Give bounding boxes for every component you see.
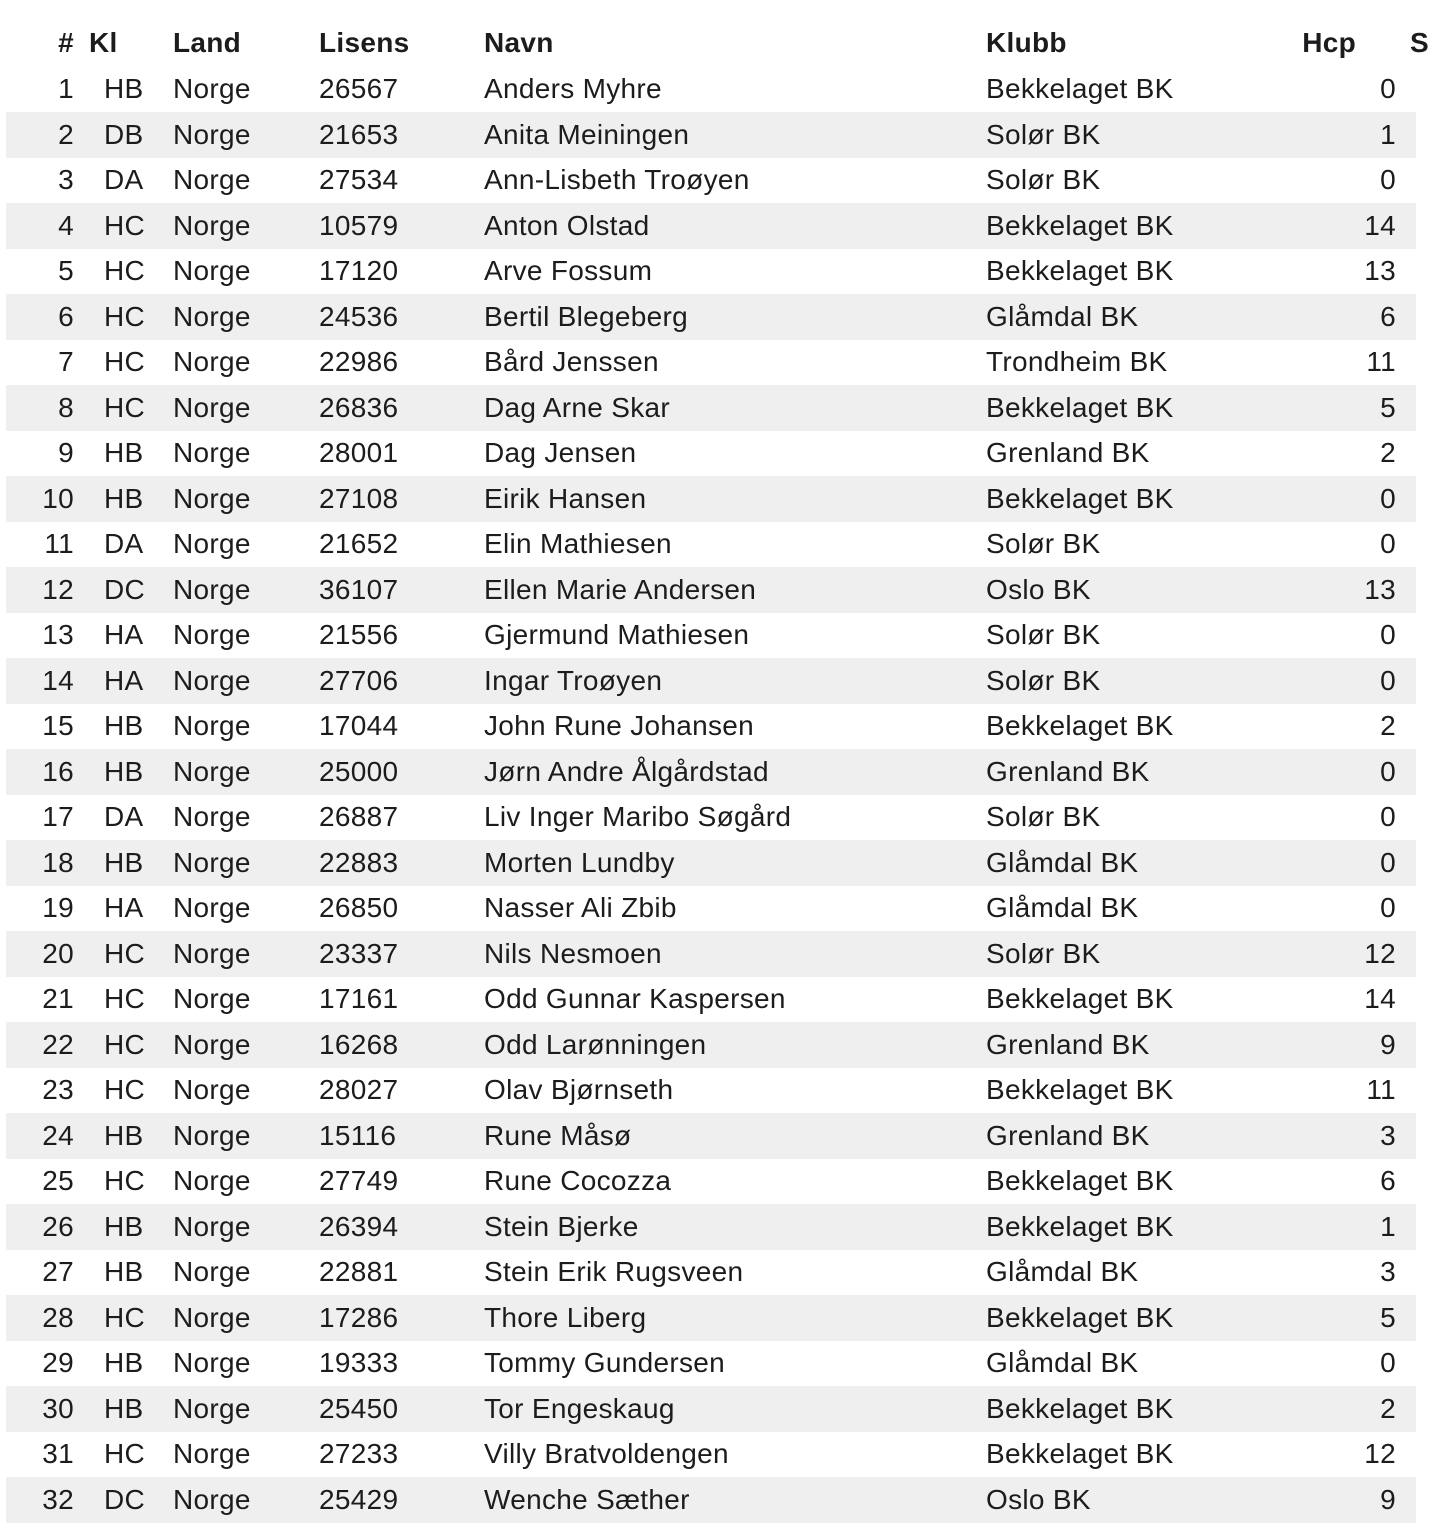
row-license: 27534 xyxy=(319,164,399,196)
row-name: Liv Inger Maribo Søgård xyxy=(484,801,792,833)
row-class: HC xyxy=(104,255,146,287)
row-name: Eirik Hansen xyxy=(484,482,647,514)
row-class: HC xyxy=(104,1165,146,1197)
row-class: DA xyxy=(104,801,144,833)
row-handicap: 14 xyxy=(1364,983,1396,1015)
row-number: 13 xyxy=(42,619,74,651)
row-class: HC xyxy=(104,300,146,332)
row-club: Solør BK xyxy=(986,118,1101,150)
row-license: 28027 xyxy=(319,1074,399,1106)
row-license: 21652 xyxy=(319,528,399,560)
row-country: Norge xyxy=(173,1119,251,1151)
row-number: 3 xyxy=(58,164,74,196)
row-country: Norge xyxy=(173,710,251,742)
row-country: Norge xyxy=(173,528,251,560)
row-name: Anton Olstad xyxy=(484,209,650,241)
row-country: Norge xyxy=(173,164,251,196)
row-number: 20 xyxy=(42,937,74,969)
row-handicap: 3 xyxy=(1380,1256,1396,1288)
row-license: 10579 xyxy=(319,209,399,241)
row-country: Norge xyxy=(173,619,251,651)
table-row[interactable] xyxy=(6,1341,1416,1387)
table-row[interactable] xyxy=(6,613,1416,659)
table-row[interactable] xyxy=(6,1386,1416,1432)
row-handicap: 0 xyxy=(1380,73,1396,105)
row-license: 26850 xyxy=(319,892,399,924)
row-name: Arve Fossum xyxy=(484,255,653,287)
row-country: Norge xyxy=(173,664,251,696)
column-header-handicap[interactable]: Hcp xyxy=(1302,26,1356,58)
row-country: Norge xyxy=(173,255,251,287)
row-name: Anders Myhre xyxy=(484,73,662,105)
row-license: 17161 xyxy=(319,983,399,1015)
row-club: Bekkelaget BK xyxy=(986,983,1174,1015)
row-country: Norge xyxy=(173,1347,251,1379)
row-class: HB xyxy=(104,73,144,105)
row-number: 22 xyxy=(42,1028,74,1060)
table-row[interactable] xyxy=(6,1250,1416,1296)
row-license: 26887 xyxy=(319,801,399,833)
row-name: Ingar Troøyen xyxy=(484,664,663,696)
row-name: Nils Nesmoen xyxy=(484,937,662,969)
column-header-license[interactable]: Lisens xyxy=(319,26,410,58)
row-license: 36107 xyxy=(319,573,399,605)
row-handicap: 0 xyxy=(1380,482,1396,514)
row-country: Norge xyxy=(173,801,251,833)
row-number: 32 xyxy=(42,1483,74,1515)
row-club: Solør BK xyxy=(986,164,1101,196)
row-number: 30 xyxy=(42,1392,74,1424)
table-row[interactable] xyxy=(6,522,1416,568)
row-class: DB xyxy=(104,118,144,150)
table-row[interactable] xyxy=(6,749,1416,795)
row-handicap: 9 xyxy=(1380,1028,1396,1060)
row-number: 19 xyxy=(42,892,74,924)
row-class: HC xyxy=(104,1301,146,1333)
row-name: Bård Jenssen xyxy=(484,346,659,378)
row-number: 1 xyxy=(58,73,74,105)
row-number: 10 xyxy=(42,482,74,514)
row-class: DC xyxy=(104,1483,146,1515)
row-club: Bekkelaget BK xyxy=(986,1074,1174,1106)
table-row[interactable] xyxy=(6,294,1416,340)
row-number: 9 xyxy=(58,437,74,469)
row-license: 27706 xyxy=(319,664,399,696)
row-handicap: 5 xyxy=(1380,1301,1396,1333)
table-row[interactable] xyxy=(6,1022,1416,1068)
row-number: 23 xyxy=(42,1074,74,1106)
row-license: 15116 xyxy=(319,1119,397,1151)
row-country: Norge xyxy=(173,983,251,1015)
table-row[interactable] xyxy=(6,840,1416,886)
column-header-country[interactable]: Land xyxy=(173,26,242,58)
row-handicap: 13 xyxy=(1364,573,1396,605)
row-name: Olav Bjørnseth xyxy=(484,1074,674,1106)
row-handicap: 12 xyxy=(1364,937,1396,969)
row-name: Dag Arne Skar xyxy=(484,391,670,423)
row-name: Bertil Blegeberg xyxy=(484,300,689,332)
row-number: 21 xyxy=(42,983,74,1015)
row-name: Villy Bratvoldengen xyxy=(484,1438,729,1470)
row-club: Glåmdal BK xyxy=(986,300,1139,332)
row-country: Norge xyxy=(173,209,251,241)
row-club: Glåmdal BK xyxy=(986,846,1139,878)
table-row[interactable] xyxy=(6,795,1416,841)
row-club: Grenland BK xyxy=(986,755,1150,787)
row-class: HA xyxy=(104,664,144,696)
row-license: 25000 xyxy=(319,755,399,787)
row-country: Norge xyxy=(173,1165,251,1197)
row-country: Norge xyxy=(173,118,251,150)
row-class: HC xyxy=(104,209,146,241)
row-club: Oslo BK xyxy=(986,1483,1091,1515)
row-club: Solør BK xyxy=(986,801,1101,833)
row-name: Gjermund Mathiesen xyxy=(484,619,750,651)
row-handicap: 12 xyxy=(1364,1438,1396,1470)
column-header-number[interactable]: # xyxy=(58,26,74,58)
row-country: Norge xyxy=(173,437,251,469)
row-handicap: 0 xyxy=(1380,801,1396,833)
row-club: Solør BK xyxy=(986,664,1101,696)
row-handicap: 0 xyxy=(1380,164,1396,196)
row-country: Norge xyxy=(173,482,251,514)
row-handicap: 1 xyxy=(1380,118,1396,150)
row-name: Wenche Sæther xyxy=(484,1483,690,1515)
row-number: 14 xyxy=(42,664,74,696)
row-country: Norge xyxy=(173,1210,251,1242)
table-row[interactable] xyxy=(6,203,1416,249)
table-row[interactable] xyxy=(6,385,1416,431)
row-handicap: 5 xyxy=(1380,391,1396,423)
row-class: HC xyxy=(104,346,146,378)
row-license: 27749 xyxy=(319,1165,399,1197)
row-club: Grenland BK xyxy=(986,437,1150,469)
row-name: Odd Gunnar Kaspersen xyxy=(484,983,786,1015)
row-club: Bekkelaget BK xyxy=(986,1210,1174,1242)
row-number: 25 xyxy=(42,1165,74,1197)
column-header-name[interactable]: Navn xyxy=(484,26,554,58)
row-handicap: 0 xyxy=(1380,755,1396,787)
row-number: 8 xyxy=(58,391,74,423)
row-handicap: 6 xyxy=(1380,300,1396,332)
row-handicap: 3 xyxy=(1380,1119,1396,1151)
row-name: Morten Lundby xyxy=(484,846,675,878)
row-club: Trondheim BK xyxy=(986,346,1168,378)
row-license: 26836 xyxy=(319,391,399,423)
row-license: 27233 xyxy=(319,1438,399,1470)
table-row[interactable] xyxy=(6,567,1416,613)
row-number: 31 xyxy=(42,1438,74,1470)
row-license: 26394 xyxy=(319,1210,399,1242)
row-license: 22881 xyxy=(319,1256,399,1288)
row-name: Tommy Gundersen xyxy=(484,1347,726,1379)
row-club: Bekkelaget BK xyxy=(986,710,1174,742)
row-class: HC xyxy=(104,1028,146,1060)
column-header-club[interactable]: Klubb xyxy=(986,26,1067,58)
row-country: Norge xyxy=(173,846,251,878)
table-row[interactable] xyxy=(6,1113,1416,1159)
row-name: Odd Larønningen xyxy=(484,1028,707,1060)
table-row[interactable] xyxy=(6,476,1416,522)
row-license: 21556 xyxy=(319,619,399,651)
row-class: HB xyxy=(104,1347,144,1379)
row-number: 15 xyxy=(42,710,74,742)
row-handicap: 2 xyxy=(1380,1392,1396,1424)
row-name: Nasser Ali Zbib xyxy=(484,892,677,924)
row-number: 2 xyxy=(58,118,74,150)
row-license: 17286 xyxy=(319,1301,399,1333)
row-license: 22883 xyxy=(319,846,399,878)
row-club: Bekkelaget BK xyxy=(986,1438,1174,1470)
row-name: Ellen Marie Andersen xyxy=(484,573,757,605)
row-club: Solør BK xyxy=(986,528,1101,560)
row-name: Stein Erik Rugsveen xyxy=(484,1256,744,1288)
row-license: 25429 xyxy=(319,1483,399,1515)
row-country: Norge xyxy=(173,1483,251,1515)
row-handicap: 9 xyxy=(1380,1483,1396,1515)
row-club: Glåmdal BK xyxy=(986,892,1139,924)
row-club: Solør BK xyxy=(986,619,1101,651)
row-country: Norge xyxy=(173,755,251,787)
row-number: 5 xyxy=(58,255,74,287)
row-handicap: 0 xyxy=(1380,1347,1396,1379)
row-class: DA xyxy=(104,164,144,196)
row-number: 6 xyxy=(58,300,74,332)
row-club: Glåmdal BK xyxy=(986,1347,1139,1379)
row-class: HB xyxy=(104,1256,144,1288)
row-number: 16 xyxy=(42,755,74,787)
row-country: Norge xyxy=(173,937,251,969)
row-number: 28 xyxy=(42,1301,74,1333)
table-row[interactable] xyxy=(6,158,1416,204)
row-license: 17120 xyxy=(319,255,399,287)
row-license: 22986 xyxy=(319,346,399,378)
table-row[interactable] xyxy=(6,1432,1416,1478)
row-handicap: 0 xyxy=(1380,664,1396,696)
row-class: HC xyxy=(104,1074,146,1106)
row-number: 24 xyxy=(42,1119,74,1151)
row-class: HB xyxy=(104,1392,144,1424)
table-row[interactable] xyxy=(6,931,1416,977)
row-number: 11 xyxy=(44,528,74,560)
row-country: Norge xyxy=(173,1256,251,1288)
row-license: 24536 xyxy=(319,300,399,332)
row-class: HC xyxy=(104,983,146,1015)
row-country: Norge xyxy=(173,1074,251,1106)
table-row[interactable] xyxy=(6,1068,1416,1114)
row-club: Grenland BK xyxy=(986,1119,1150,1151)
row-country: Norge xyxy=(173,1392,251,1424)
row-handicap: 11 xyxy=(1366,1074,1396,1106)
row-license: 16268 xyxy=(319,1028,399,1060)
column-header-class[interactable]: Kl xyxy=(89,26,118,58)
row-class: HB xyxy=(104,846,144,878)
row-class: HB xyxy=(104,710,144,742)
row-class: HC xyxy=(104,937,146,969)
row-handicap: 1 xyxy=(1380,1210,1396,1242)
row-class: HA xyxy=(104,892,144,924)
row-name: Anita Meiningen xyxy=(484,118,690,150)
row-number: 27 xyxy=(42,1256,74,1288)
row-class: HB xyxy=(104,1210,144,1242)
row-number: 4 xyxy=(58,209,74,241)
row-class: HC xyxy=(104,1438,146,1470)
row-club: Bekkelaget BK xyxy=(986,73,1174,105)
row-number: 26 xyxy=(42,1210,74,1242)
row-name: Rune Cocozza xyxy=(484,1165,672,1197)
table-row[interactable] xyxy=(6,658,1416,704)
table-row[interactable] xyxy=(6,340,1416,386)
table-row[interactable] xyxy=(6,112,1416,158)
row-handicap: 0 xyxy=(1380,892,1396,924)
row-class: DC xyxy=(104,573,146,605)
row-name: Stein Bjerke xyxy=(484,1210,639,1242)
table-row[interactable] xyxy=(6,1295,1416,1341)
row-country: Norge xyxy=(173,1438,251,1470)
row-license: 25450 xyxy=(319,1392,399,1424)
row-handicap: 2 xyxy=(1380,710,1396,742)
row-name: Dag Jensen xyxy=(484,437,637,469)
row-license: 26567 xyxy=(319,73,399,105)
table-row[interactable] xyxy=(6,886,1416,932)
row-number: 29 xyxy=(42,1347,74,1379)
row-class: HB xyxy=(104,1119,144,1151)
row-club: Bekkelaget BK xyxy=(986,255,1174,287)
row-club: Oslo BK xyxy=(986,573,1091,605)
row-country: Norge xyxy=(173,300,251,332)
row-handicap: 11 xyxy=(1366,346,1396,378)
row-club: Bekkelaget BK xyxy=(986,1392,1174,1424)
row-handicap: 6 xyxy=(1380,1165,1396,1197)
row-country: Norge xyxy=(173,73,251,105)
row-license: 17044 xyxy=(319,710,399,742)
row-club: Glåmdal BK xyxy=(986,1256,1139,1288)
row-license: 19333 xyxy=(319,1347,399,1379)
row-name: Ann-Lisbeth Troøyen xyxy=(484,164,750,196)
row-class: HC xyxy=(104,391,146,423)
row-country: Norge xyxy=(173,1301,251,1333)
table-row[interactable] xyxy=(6,431,1416,477)
row-handicap: 13 xyxy=(1364,255,1396,287)
row-number: 12 xyxy=(42,573,74,605)
row-name: Thore Liberg xyxy=(484,1301,647,1333)
row-name: John Rune Johansen xyxy=(484,710,755,742)
row-club: Bekkelaget BK xyxy=(986,1165,1174,1197)
row-handicap: 2 xyxy=(1380,437,1396,469)
column-header-truncated[interactable]: S xyxy=(1410,26,1429,58)
row-name: Rune Måsø xyxy=(484,1119,632,1151)
row-club: Bekkelaget BK xyxy=(986,482,1174,514)
row-license: 23337 xyxy=(319,937,399,969)
row-number: 18 xyxy=(42,846,74,878)
row-license: 21653 xyxy=(319,118,399,150)
table-header xyxy=(6,20,1429,66)
table-row[interactable] xyxy=(6,249,1416,295)
row-handicap: 14 xyxy=(1364,209,1396,241)
row-club: Bekkelaget BK xyxy=(986,209,1174,241)
table-row[interactable] xyxy=(6,704,1416,750)
row-license: 28001 xyxy=(319,437,399,469)
row-country: Norge xyxy=(173,573,251,605)
row-club: Grenland BK xyxy=(986,1028,1150,1060)
table-row[interactable] xyxy=(6,1159,1416,1205)
table-row[interactable] xyxy=(6,1204,1416,1250)
row-name: Jørn Andre Ålgårdstad xyxy=(484,755,769,787)
row-club: Solør BK xyxy=(986,937,1101,969)
row-club: Bekkelaget BK xyxy=(986,391,1174,423)
row-name: Elin Mathiesen xyxy=(484,528,672,560)
row-class: HA xyxy=(104,619,144,651)
row-country: Norge xyxy=(173,892,251,924)
row-country: Norge xyxy=(173,391,251,423)
row-country: Norge xyxy=(173,346,251,378)
row-class: HB xyxy=(104,437,144,469)
row-name: Tor Engeskaug xyxy=(484,1392,675,1424)
row-handicap: 0 xyxy=(1380,528,1396,560)
row-country: Norge xyxy=(173,1028,251,1060)
table-row[interactable] xyxy=(6,1477,1416,1523)
row-license: 27108 xyxy=(319,482,399,514)
row-number: 17 xyxy=(42,801,74,833)
row-class: HB xyxy=(104,482,144,514)
row-handicap: 0 xyxy=(1380,846,1396,878)
row-club: Bekkelaget BK xyxy=(986,1301,1174,1333)
row-class: DA xyxy=(104,528,144,560)
row-number: 7 xyxy=(58,346,74,378)
row-class: HB xyxy=(104,755,144,787)
row-handicap: 0 xyxy=(1380,619,1396,651)
table-row[interactable] xyxy=(6,67,1416,113)
table-row[interactable] xyxy=(6,977,1416,1023)
